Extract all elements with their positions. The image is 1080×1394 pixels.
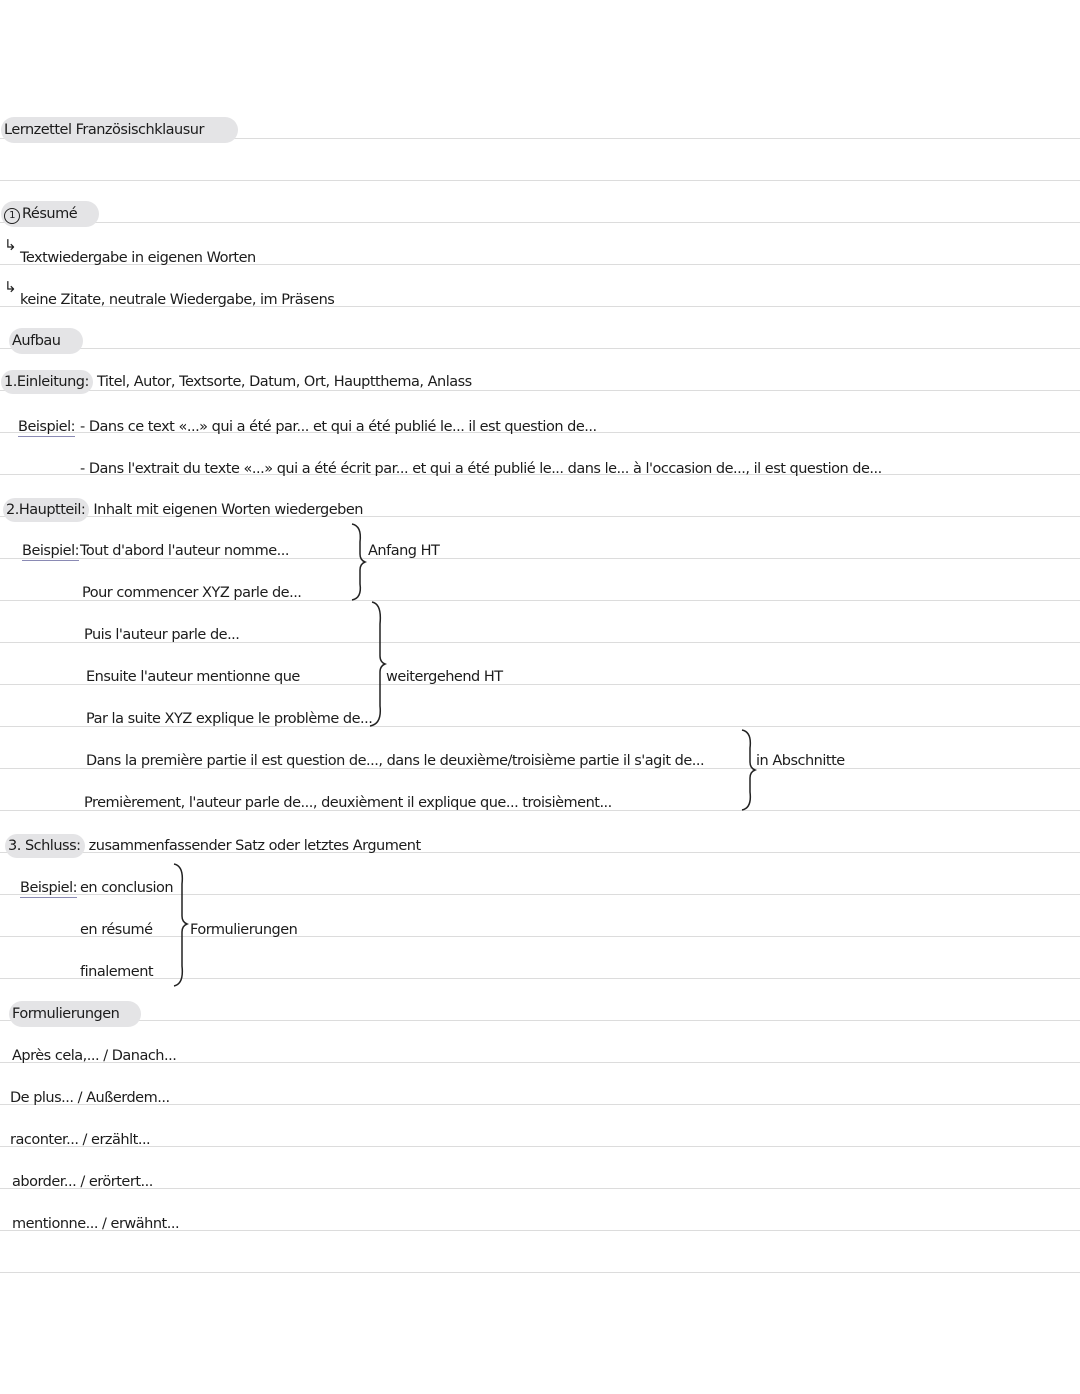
- schluss-beispiel-label: Beispiel:: [20, 880, 78, 896]
- anfang-line-1: Tout d'abord l'auteur nomme...: [80, 543, 289, 559]
- formulierung-item: De plus... / Außerdem...: [10, 1090, 170, 1106]
- abschnitte-label: in Abschnitte: [756, 753, 845, 769]
- einleitung-beispiel-label: Beispiel:: [18, 419, 76, 435]
- schluss-row: [8, 837, 421, 855]
- hauptteil-row: [6, 501, 363, 519]
- weiter-brace: [368, 600, 388, 728]
- arrow-hook-icon: ↳: [4, 278, 17, 296]
- einleitung-row: [4, 373, 472, 391]
- einleitung-example-2: - Dans l'extrait du texte «...» qui a été écrit par... et qui a été publié le... dans le... à l'occasion de..., il est question de...: [80, 461, 882, 477]
- resume-heading-text: Résumé: [22, 206, 78, 222]
- schluss-brace: [172, 862, 192, 988]
- formulierung-item: raconter... / erzählt...: [10, 1132, 151, 1148]
- abschnitte-line-1: Dans la première partie il est question de..., dans le deuxième/troisième partie il s'agit de...: [86, 753, 705, 769]
- title-text: Lernzettel Französischklausur: [1, 117, 238, 143]
- arrow-hook-icon: ↳: [4, 236, 17, 254]
- number-circle: 1: [4, 208, 20, 224]
- schluss-brace-label: Formulierungen: [190, 922, 298, 938]
- anfang-label: Anfang HT: [368, 543, 440, 559]
- schluss-text: zusammenfassender Satz oder letztes Argument: [88, 838, 421, 854]
- weiter-line-1: Puis l'auteur parle de...: [84, 627, 240, 643]
- abschnitte-line-2: Premièrement, l'auteur parle de..., deuxièment il explique que... troisièment...: [84, 795, 612, 811]
- hauptteil-label: 2.Hauptteil:: [3, 498, 89, 522]
- resume-heading: [4, 205, 99, 224]
- formulierungen-heading: Formulierungen: [12, 1005, 141, 1023]
- schluss-item-3: finalement: [80, 964, 154, 980]
- einleitung-label: 1.Einleitung:: [1, 370, 93, 394]
- weiter-line-3: Par la suite XYZ explique le problème de...: [86, 711, 373, 727]
- formulierung-item: Après cela,... / Danach...: [12, 1048, 177, 1064]
- abschnitte-brace: [740, 728, 760, 812]
- schluss-label: 3. Schluss:: [5, 834, 85, 858]
- resume-point-1: Textwiedergabe in eigenen Worten: [20, 250, 256, 266]
- schluss-item-1: en conclusion: [80, 880, 174, 896]
- hauptteil-beispiel-label: Beispiel:: [22, 543, 80, 559]
- schluss-item-2: en résumé: [80, 922, 153, 938]
- weiter-line-2: Ensuite l'auteur mentionne que: [86, 669, 300, 685]
- resume-point-2: keine Zitate, neutrale Wiedergabe, im Präsens: [20, 292, 335, 308]
- page-title: [4, 121, 238, 139]
- einleitung-text: Titel, Autor, Textsorte, Datum, Ort, Hauptthema, Anlass: [96, 374, 472, 390]
- formulierung-item: aborder... / erörtert...: [12, 1174, 153, 1190]
- hauptteil-text: Inhalt mit eigenen Worten wiedergeben: [93, 502, 363, 518]
- anfang-brace: [350, 522, 370, 602]
- formulierung-item: mentionne... / erwähnt...: [12, 1216, 180, 1232]
- aufbau-heading: Aufbau: [12, 332, 83, 350]
- einleitung-example-1: - Dans ce text «...» qui a été par... et qui a été publié le... il est question de...: [80, 419, 597, 435]
- weiter-label: weitergehend HT: [386, 669, 503, 685]
- anfang-line-2: Pour commencer XYZ parle de...: [82, 585, 302, 601]
